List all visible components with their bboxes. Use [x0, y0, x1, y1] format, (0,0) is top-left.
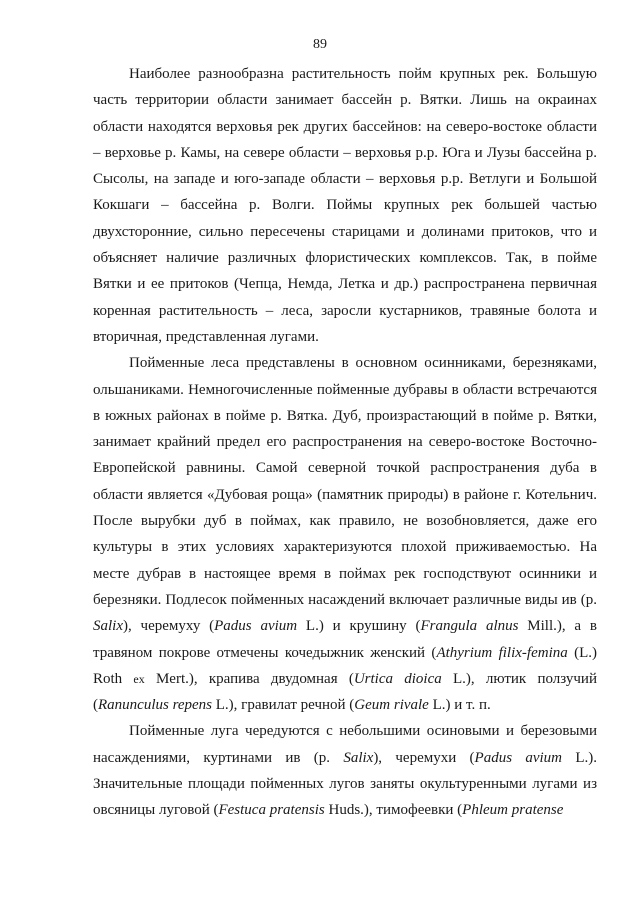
latin-name: Urtica dioica — [353, 670, 442, 687]
text-run: Mill.), а в травяном покрове отмечены кочедыжник женский ( — [93, 618, 597, 661]
text-run: ), черемухи ( — [373, 749, 475, 766]
text-run: L.). Значительные площади пойменных лугов заняты окультуренными лугами из овсяницы луговой ( — [93, 749, 597, 819]
text-run-small: ex — [133, 671, 145, 686]
body-text — [93, 61, 597, 824]
text-run: Пойменные леса представлены в основном осинниками, березняками, ольшаниками. Немногочисленные пойменные дубравы в области встречаются в южных районах в пойме р. Вятка. Дуб, произрастающий в пойме р. Вятки, занимает крайний предел его распространения на северо-востоке Восточно-Европейской равнины. Самой северной точкой распространения дуба в области является «Дубовая роща» (памятник природы) в районе г. Котельнич. После вырубки дуб в поймах, как правило, не возобновляется, даже его культуры в этих условиях характеризуются плохой приживаемостью. На месте дубрав в настоящее время в поймах рек господствуют осинники и березняки. Подлесок пойменных насаждений включает различные виды ив (р. — [93, 355, 597, 608]
latin-name: Padus avium — [474, 749, 563, 766]
paragraph — [93, 350, 597, 718]
text-run: L.) и т. п. — [428, 697, 491, 714]
text-run: Наиболее разнообразна растительность пойм крупных рек. Большую часть территории области занимает бассейн р. Вятки. Лишь на окраинах области находятся верховья рек других бассейнов: на северо-востоке области – верховье р. Камы, на севере области – верховья р.р. Юга и Лузы бассейна р. Сысолы, на западе и юго-западе области – верховья р.р. Ветлуги и Большой Кокшаги – бассейна р. Волги. Поймы крупных рек большей частью двухсторонние, сильно пересечены старицами и долинами притоков, что и объясняет наличие различных флористических комплексов. Так, в пойме Вятки и ее притоков (Чепца, Немда, Летка и др.) распространена первичная коренная растительность – леса, заросли кустарников, травяные болота и вторичная, представленная лугами. — [93, 66, 597, 345]
text-run: ), черемуху ( — [123, 618, 215, 635]
latin-name: Ranunculus repens — [98, 697, 213, 714]
latin-name: Salix — [343, 749, 374, 766]
text-run: Пойменные луга чередуются с небольшими осиновыми и березовыми насаждениями, куртинами ив (р. — [93, 723, 597, 766]
latin-name: Salix — [93, 618, 123, 635]
latin-name: Athyrium filix-femina — [436, 644, 568, 661]
paragraph — [93, 61, 597, 350]
paragraph — [93, 718, 597, 823]
latin-name: Padus avium — [214, 618, 298, 635]
text-run: L.), гравилат речной ( — [212, 697, 355, 714]
latin-name: Festuca pratensis — [218, 802, 325, 819]
text-run: Mert.), крапива двудомная ( — [144, 670, 354, 687]
page-number: 89 — [313, 37, 327, 52]
text-run: L.), лютик ползучий ( — [93, 670, 597, 714]
text-run: (L.) Roth — [93, 644, 597, 687]
latin-name: Geum rivale — [354, 697, 429, 714]
latin-name: Phleum pratense — [462, 802, 564, 819]
latin-name: Frangula alnus — [420, 618, 519, 635]
text-run: L.) и крушину ( — [297, 618, 421, 635]
text-run: Huds.), тимофеевки ( — [324, 802, 463, 819]
